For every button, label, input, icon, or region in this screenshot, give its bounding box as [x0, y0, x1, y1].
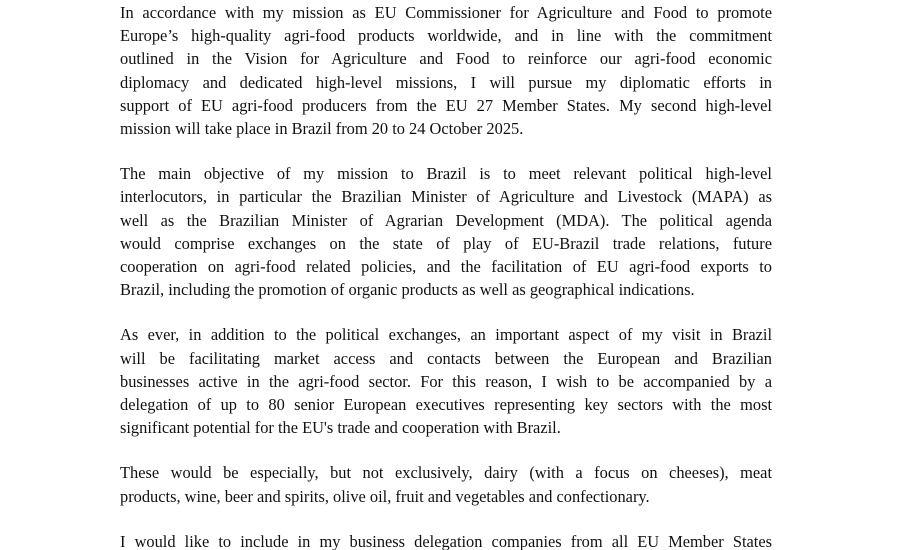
text-line: The main objective of my mission to Brazil is to meet relevant political high-level [120, 164, 772, 184]
text-line: support of EU agri-food producers from the EU 27 Member States. My second high-level [120, 95, 772, 115]
document-body [120, 1, 772, 550]
paragraph-business-delegation [120, 323, 772, 439]
text-line: businesses active in the agri-food sector. For this reason, I wish to be accompanied by a [120, 371, 772, 391]
paragraph-mission-intro [120, 1, 772, 140]
text-line: would comprise exchanges on the state of play of EU-Brazil trade relations, future [120, 233, 772, 253]
text-line: cooperation on agri-food related policies, and the facilitation of EU agri-food exports to [120, 257, 772, 277]
text-line: outlined in the Vision for Agriculture and Food to reinforce our agri-food economic [120, 49, 772, 69]
paragraph-member-states [120, 530, 772, 550]
text-line: products, wine, beer and spirits, olive oil, fruit and vegetables and confectionary. [120, 486, 650, 506]
text-line: Europe’s high-quality agri-food products worldwide, and in line with the commitment [120, 26, 772, 46]
text-line: diplomacy and dedicated high-level missions, I will pursue my diplomatic efforts in [120, 72, 772, 92]
paragraph-sectors [120, 461, 772, 507]
text-line: These would be especially, but not exclusively, dairy (with a focus on cheeses), meat [120, 463, 772, 483]
text-line: In accordance with my mission as EU Commissioner for Agriculture and Food to promote [120, 3, 772, 22]
text-line: mission will take place in Brazil from 20 to 24 October 2025. [120, 119, 524, 139]
paragraph-main-objective [120, 162, 772, 301]
text-line: will be facilitating market access and contacts between the European and Brazilian [120, 348, 772, 368]
text-line: Brazil, including the promotion of organic products as well as geographical indications. [120, 280, 695, 300]
text-line: I would like to include in my business delegation companies from all EU Member States [120, 531, 772, 550]
text-line: interlocutors, in particular the Brazilian Minister of Agriculture and Livestock (MAPA) as [120, 187, 772, 207]
text-line: delegation of up to 80 senior European executives representing key sectors with the most [120, 395, 772, 415]
text-line: significant potential for the EU's trade and cooperation with Brazil. [120, 418, 561, 438]
text-line: well as the Brazilian Minister of Agrarian Development (MDA). The political agenda [120, 210, 772, 230]
text-line: As ever, in addition to the political exchanges, an important aspect of my visit in Brazil [120, 325, 772, 345]
